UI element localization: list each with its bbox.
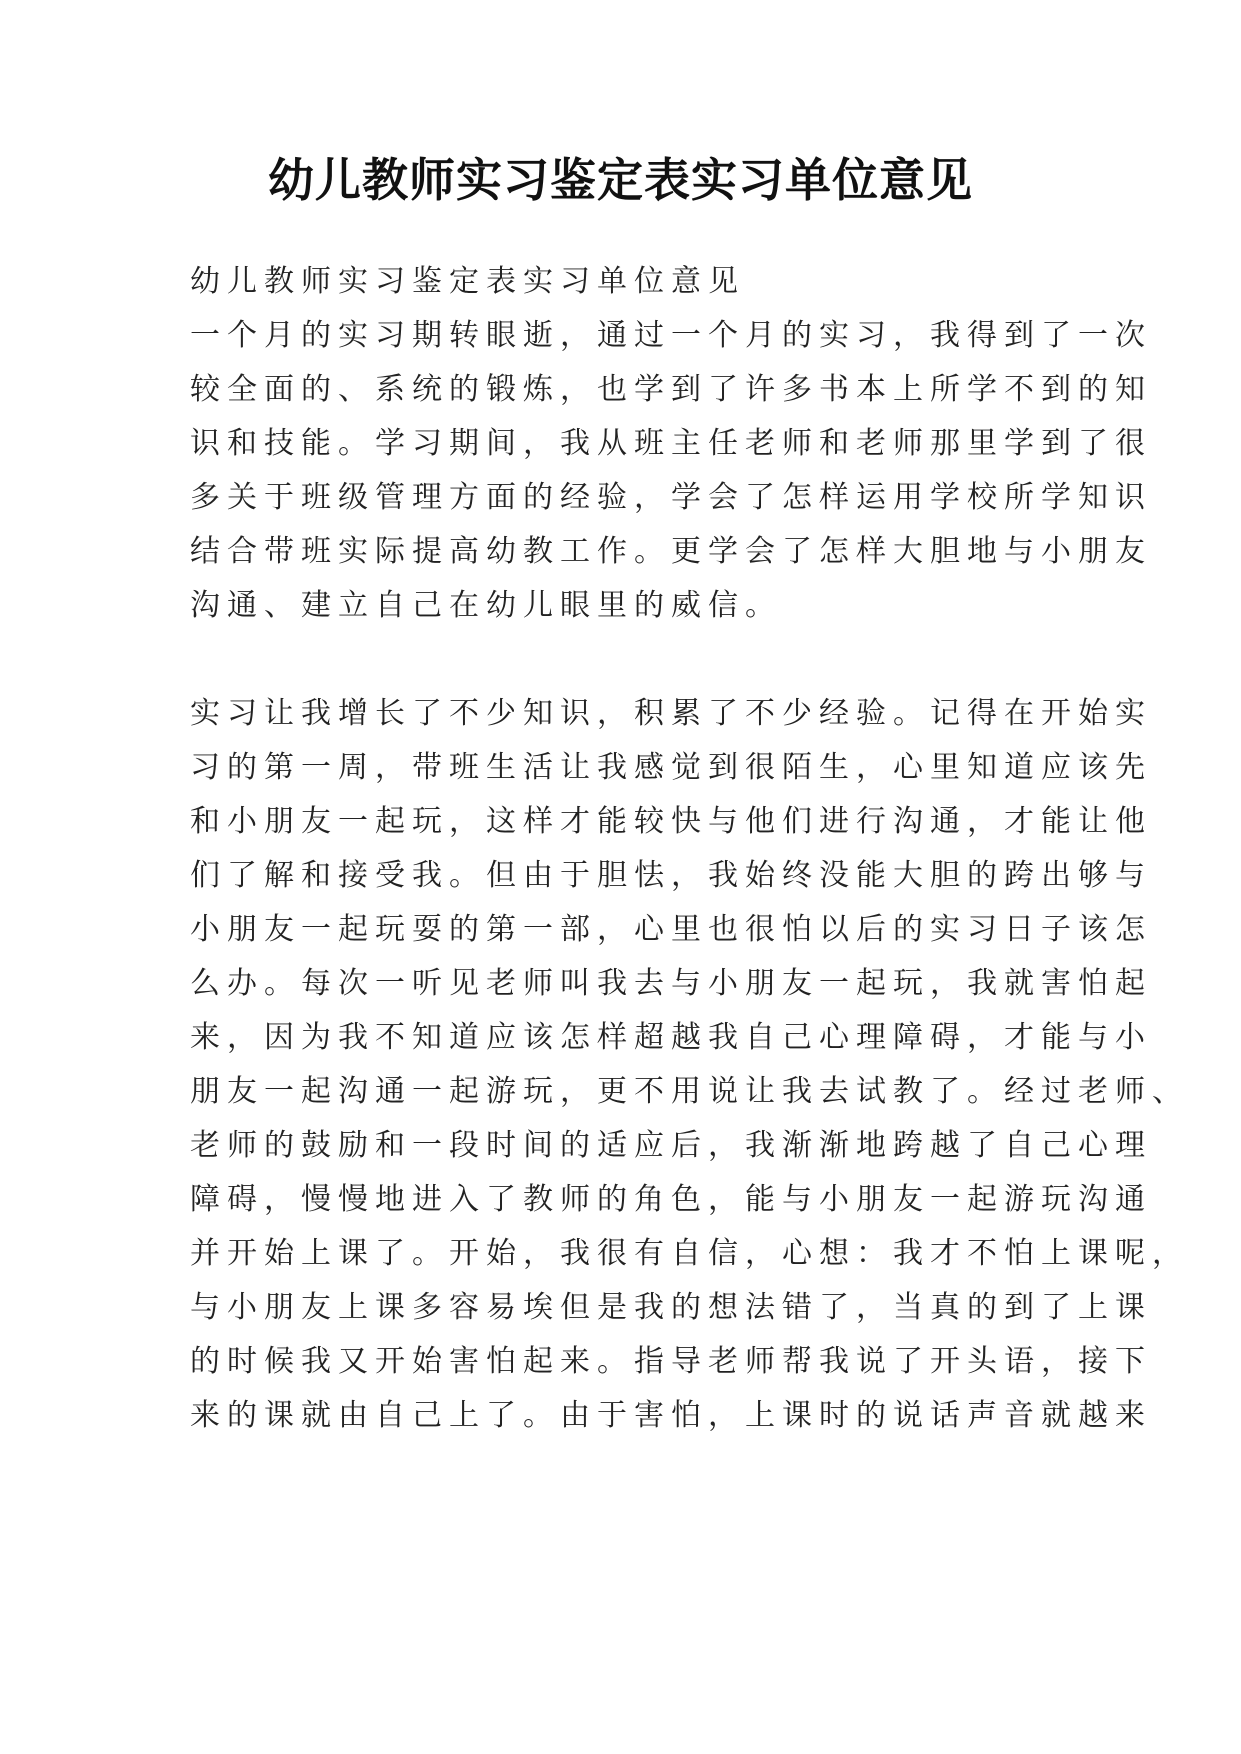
paragraph-line: 么办。每次一听见老师叫我去与小朋友一起玩，我就害怕起 bbox=[190, 966, 1152, 1001]
paragraph-spacer bbox=[190, 633, 1050, 687]
paragraph-line: 来的课就由自己上了。由于害怕，上课时的说话声音就越来 bbox=[190, 1398, 1152, 1433]
paragraph-line: 障碍，慢慢地进入了教师的角色，能与小朋友一起游玩沟通 bbox=[190, 1182, 1152, 1217]
paragraph-line: 与小朋友上课多容易埃但是我的想法错了，当真的到了上课 bbox=[190, 1290, 1152, 1325]
paragraph-line: 朋友一起沟通一起游玩，更不用说让我去试教了。经过老师、 bbox=[190, 1074, 1189, 1109]
paragraph-line: 多关于班级管理方面的经验，学会了怎样运用学校所学知识 bbox=[190, 480, 1152, 515]
paragraph-2 bbox=[190, 687, 1189, 1443]
paragraph-line: 的时候我又开始害怕起来。指导老师帮我说了开头语，接下 bbox=[190, 1344, 1152, 1379]
paragraph-line: 实习让我增长了不少知识，积累了不少经验。记得在开始实 bbox=[190, 696, 1152, 731]
paragraph-line: 来，因为我不知道应该怎样超越我自己心理障碍，才能与小 bbox=[190, 1020, 1152, 1055]
paragraph-line: 老师的鼓励和一段时间的适应后，我渐渐地跨越了自己心理 bbox=[190, 1128, 1152, 1163]
paragraph-line: 沟通、建立自己在幼儿眼里的威信。 bbox=[190, 588, 782, 623]
paragraph-line: 习的第一周，带班生活让我感觉到很陌生，心里知道应该先 bbox=[190, 750, 1152, 785]
document-subtitle: 幼儿教师实习鉴定表实习单位意见 bbox=[190, 264, 745, 299]
paragraph-line: 并开始上课了。开始，我很有自信，心想：我才不怕上课呢， bbox=[190, 1236, 1189, 1271]
paragraph-line: 结合带班实际提高幼教工作。更学会了怎样大胆地与小朋友 bbox=[190, 534, 1152, 569]
paragraph-line: 们了解和接受我。但由于胆怯，我始终没能大胆的跨出够与 bbox=[190, 858, 1152, 893]
paragraph-line: 小朋友一起玩耍的第一部，心里也很怕以后的实习日子该怎 bbox=[190, 912, 1152, 947]
paragraph-1 bbox=[190, 309, 1152, 633]
paragraph-line: 较全面的、系统的锻炼，也学到了许多书本上所学不到的知 bbox=[190, 372, 1152, 407]
paragraph-line: 识和技能。学习期间，我从班主任老师和老师那里学到了很 bbox=[190, 426, 1152, 461]
paragraph-line: 和小朋友一起玩，这样才能较快与他们进行沟通，才能让他 bbox=[190, 804, 1152, 839]
document-body bbox=[190, 255, 1189, 1443]
document-title: 幼儿教师实习鉴定表实习单位意见 bbox=[268, 153, 973, 207]
paragraph-line: 一个月的实习期转眼逝，通过一个月的实习，我得到了一次 bbox=[190, 318, 1152, 353]
